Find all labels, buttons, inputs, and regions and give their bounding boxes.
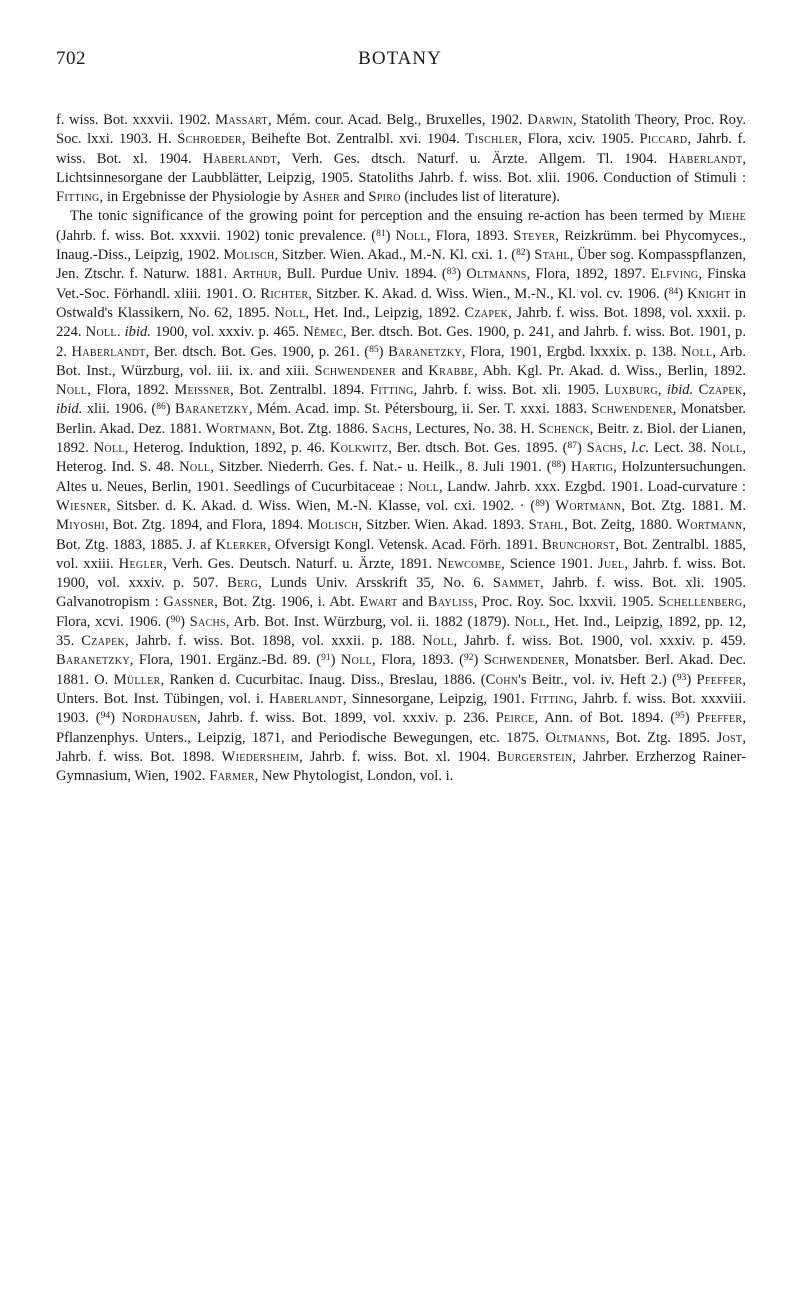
author-name: Schwendener — [483, 652, 566, 669]
author-name: Wortmann — [676, 517, 743, 534]
footnote-number: 88 — [551, 460, 562, 471]
author-name: Juel — [597, 555, 625, 572]
author-name: Czapek — [81, 633, 126, 650]
author-name: Noll — [422, 633, 454, 650]
italic-term: ibid. — [666, 382, 694, 399]
author-name: Baranetzky — [388, 343, 462, 360]
author-name: Haberlandt — [668, 150, 743, 167]
footnote-number: 81 — [376, 228, 386, 239]
footnote-number: 86 — [156, 402, 166, 413]
author-name: Czapek — [464, 304, 509, 321]
author-name: Noll — [93, 440, 125, 457]
author-name: Noll — [179, 459, 211, 476]
author-name: Oltmanns — [466, 266, 527, 283]
author-name: Peirce — [495, 710, 535, 727]
author-name: Cohn — [485, 671, 519, 688]
author-name: Wiedersheim — [221, 748, 300, 765]
author-name: Müller — [113, 671, 161, 688]
author-name: Miehe — [708, 208, 746, 225]
author-name: Pfeffer — [696, 671, 743, 688]
author-name: Spiro — [368, 189, 401, 206]
author-name: Arthur — [232, 266, 279, 283]
author-name: Nordhausen — [121, 710, 198, 727]
author-name: Piccard — [639, 131, 688, 148]
author-name: Schwendener — [591, 401, 673, 418]
author-name: Sammet — [492, 575, 541, 592]
author-name: Noll — [274, 304, 306, 321]
author-name: Stahl — [534, 247, 570, 264]
author-name: Haberlandt — [268, 690, 343, 707]
author-name: Asher — [302, 189, 340, 206]
author-name: Baranetzky — [174, 401, 249, 418]
italic-term: ibid. — [56, 401, 83, 418]
author-name: Schroeder — [177, 131, 242, 148]
author-name: Krabbe — [428, 362, 474, 379]
author-name: Kolkwitz — [329, 440, 389, 457]
page-number: 702 — [56, 48, 86, 69]
author-name: Bayliss — [427, 594, 474, 611]
author-name: Stahl — [528, 517, 565, 534]
author-name: Sachs — [371, 420, 409, 437]
author-name: Noll — [711, 440, 743, 457]
author-name: Baranetzky — [56, 652, 130, 669]
author-name: Knight — [687, 285, 731, 302]
author-name: Pfeffer — [696, 710, 743, 727]
footnote-number: 95 — [675, 711, 685, 722]
italic-term: ibid. — [124, 324, 151, 341]
author-name: Jost — [716, 729, 743, 746]
author-name: Noll — [407, 478, 439, 495]
author-name: Luxburg — [604, 382, 658, 399]
author-name: Haberlandt — [71, 343, 146, 360]
author-name: Richter — [260, 285, 309, 302]
author-name: Miyoshi — [56, 517, 105, 534]
footnote-number: 87 — [567, 441, 578, 452]
paragraph-tonic-significance: The tonic significance of the growing point for perception and the ensuing re-action has been termed by Miehe (Jahrb. f. wiss. Bot. xxxvii. 1902) tonic prevalence. ($^{81}$) Noll, Flora, 1893. Steyer, Reizkrümm. bei Phycomyces., Inaug.-Diss., Leipzig, 1902. Molisch, Sitzber. Wien. Akad., M.-N. Kl. cxi. 1. ($^{82}$) Stahl, Über sog. Kompasspflanzen, Jen. Ztschr. f. Naturw. 1881. Arthur, Bull. Purdue Univ. 1894. ($^{83}$) Oltmanns, Flora, 1892, 1897. Elfving, Finska Vet.-Soc. Förhandl. xliii. 1901. O. Richter, Sitzber. K. Akad. d. Wiss. Wien., M.-N., Kl. vol. cv. 1906. ($^{84}$) Knight in Ostwald's Klassikern, No. 62, 1895. Noll, Het. Ind., Leipzig, 1892. Czapek, Jahrb. f. wiss. Bot. 1898, vol. xxxii. p. 224. Noll. ibid. 1900, vol. xxxiv. p. 465. Němec, Ber. dtsch. Bot. Ges. 1900, p. 241, and Jahrb. f. wiss. Bot. 1901, p. 2. Haberlandt, Ber. dtsch. Bot. Ges. 1900, p. 261. ($^{85}$) Baranetzky, Flora, 1901, Ergbd. lxxxix. p. 138. Noll, Arb. Bot. Inst., Würzburg, vol. iii. ix. and xiii. Schwendener and Krabbe, Abh. Kgl. Pr. Akad. d. Wiss., Berlin, 1892. Noll, Flora, 1892. Meissner, Bot. Zentralbl. 1894. Fitting, Jahrb. f. wiss. Bot. xli. 1905. Luxburg, ibid. Czapek, ibid. xlii. 1906. ($^{86}$) Baranetzky, Mém. Acad. imp. St. Pétersbourg, ii. Ser. T. xxxi. 1883. Schwendener, Monatsber. Berlin. Akad. Dez. 1881. Wortmann, Bot. Ztg. 1886. Sachs, Lectures, No. 38. H. Schenck, Beitr. z. Biol. der Lianen, 1892. Noll, Heterog. Induktion, 1892, p. 46. Kolkwitz, Ber. dtsch. Bot. Ges. 1895. ($^{87}$) Sachs, l.c. Lect. 38. Noll, Heterog. Ind. S. 48. Noll, Sitzber. Niederrh. Ges. f. Nat.- u. Heilk., 8. Juli 1901. ($^{88}$) Hartig, Holzuntersuchungen. Altes u. Neues, Berlin, 1901. Seedlings of Cucurbitaceae : Noll, Landw. Jahrb. xxx. Ezgbd. 1901. Load-curvature : Wiesner, Sitsber. d. K. Akad. d. Wiss. Wien, M.-N. Klasse, vol. cxi. 1902. · ($^{89}$) Wortmann, Bot. Ztg. 1881. M. Miyoshi, Bot. Ztg. 1894, and Flora, 1894. Molisch, Sitzber. Wien. Akad. 1893. Stahl, Bot. Zeitg, 1880. Wortmann, Bot. Ztg. 1883, 1885. J. af Klerker, Ofversigt Kongl. Vetensk. Acad. Förh. 1891. Brunchorst, Bot. Zentralbl. 1885, vol. xxiii. Hegler, Verh. Ges. Deutsch. Naturf. u. Ärzte, 1891. Newcombe, Science 1901. Juel, Jahrb. f. wiss. Bot. 1900, vol. xxxiv. p. 507. Berg, Lunds Univ. Arsskrift 35, No. 6. Sammet, Jahrb. f. wiss. Bot. xli. 1905. Galvanotropism : Gassner, Bot. Ztg. 1906, i. Abt. Ewart and Bayliss, Proc. Roy. Soc. lxxvii. 1905. Schellenberg, Flora, xcvi. 1906. ($^{90}$) Sachs, Arb. Bot. Inst. Würzburg, vol. ii. 1882 (1879). Noll, Het. Ind., Leipzig, 1892, pp. 12, 35. Czapek, Jahrb. f. wiss. Bot. 1898, vol. xxxii. p. 188. Noll, Jahrb. f. wiss. Bot. 1900, vol. xxxiv. p. 459. Baranetzky, Flora, 1901. Ergänz.-Bd. 89. ($^{91}$) Noll, Flora, 1893. ($^{92}$) Schwendener, Monatsber. Berl. Akad. Dec. 1881. O. Müller, Ranken d. Cucurbitac. Inaug. Diss., Breslau, 1886. (Cohn's Beitr., vol. iv. Heft 2.) ($^{93}$) Pfeffer, Unters. Bot. Inst. Tübingen, vol. i. Haberlandt, Sinnesorgane, Leipzig, 1901. Fitting, Jahrb. f. wiss. Bot. xxxviii. 1903. ($^{94}$) Nordhausen, Jahrb. f. wiss. Bot. 1899, vol. xxxiv. p. 236. Peirce, Ann. of Bot. 1894. ($^{95}$) Pfeffer, Pflanzenphys. Unters., Leipzig, 1871, and Periodische Bewegungen, etc. 1875. Oltmanns, Bot. Ztg. 1895. Jost, Jahrb. f. wiss. Bot. 1898. Wiedersheim, Jahrb. f. wiss. Bot. xl. 1904. Burgerstein, Jahrber. Erzherzog Rainer-Gymnasium, Wien, 1902. Farmer, New Phytologist, London, vol. i. — [56, 208, 747, 785]
author-name: Němec — [303, 324, 344, 341]
author-name: Gassner — [163, 594, 215, 611]
footnote-number: 92 — [464, 653, 474, 664]
references-text — [56, 111, 746, 786]
italic-term: l.c. — [631, 440, 650, 457]
author-name: Oltmanns — [545, 729, 606, 746]
running-head: BOTANY — [358, 48, 442, 69]
footnote-number: 85 — [369, 344, 379, 355]
author-name: Steyer — [513, 227, 556, 244]
author-name: Wiesner — [56, 497, 107, 514]
author-name: Tischler — [465, 131, 519, 148]
author-name: Noll — [340, 652, 373, 669]
author-name: Fitting — [56, 189, 100, 206]
author-name: Noll — [85, 324, 117, 341]
footnote-number: 90 — [170, 614, 181, 625]
author-name: Wortmann — [555, 497, 622, 514]
author-name: Schwendener — [314, 362, 396, 379]
author-name: Farmer — [209, 768, 255, 785]
author-name: Schenck — [538, 420, 590, 437]
author-name: Schellenberg — [658, 594, 743, 611]
author-name: Czapek — [698, 382, 743, 399]
author-name: Hartig — [570, 459, 614, 476]
footnote-number: 94 — [100, 711, 111, 722]
author-name: Sachs — [586, 440, 623, 457]
footnote-number: 82 — [516, 248, 526, 259]
author-name: Brunchorst — [542, 536, 616, 553]
author-name: Haberlandt — [202, 150, 277, 167]
footnote-number: 93 — [676, 672, 687, 683]
author-name: Darwin — [527, 112, 573, 128]
author-name: Noll — [514, 613, 546, 630]
author-name: Meissner — [174, 382, 231, 399]
paragraph-continued: f. wiss. Bot. xxxvii. 1902. Massart, Mém. cour. Acad. Belg., Bruxelles, 1902. Darwin, Statolith Theory, Proc. Roy. Soc. lxxi. 1903. H. Schroeder, Beihefte Bot. Zentralbl. xvi. 1904. Tischler, Flora, xciv. 1905. Piccard, Jahrb. f. wiss. Bot. xl. 1904. Haberlandt, Verh. Ges. dtsch. Naturf. u. Ärzte. Allgem. Tl. 1904. Haberlandt, Lichtsinnesorgane der Laubblätter, Leipzig, 1905. Statoliths Jahrb. f. wiss. Bot. xlii. 1906. Conduction of Stimuli : Fitting, in Ergebnisse der Physiologie by Asher and Spiro (includes list of literature). — [56, 112, 747, 206]
author-name: Newcombe — [437, 555, 502, 572]
author-name: Elfving — [650, 266, 699, 283]
author-name: Fitting — [369, 382, 414, 399]
author-name: Noll — [395, 227, 427, 244]
author-name: Berg — [227, 575, 259, 592]
author-name: Ewart — [359, 594, 398, 611]
footnote-number: 91 — [321, 653, 331, 664]
author-name: Noll — [681, 343, 713, 360]
author-name: Massart — [215, 112, 268, 128]
author-name: Klerker — [215, 536, 268, 553]
author-name: Sachs — [189, 613, 226, 630]
footnote-number: 84 — [668, 286, 679, 297]
footnote-number: 89 — [535, 498, 545, 509]
author-name: Molisch — [223, 247, 275, 264]
author-name: Burgerstein — [497, 748, 573, 765]
footnote-number: 83 — [446, 267, 457, 278]
author-name: Noll — [56, 382, 88, 399]
author-name: Hegler — [118, 555, 164, 572]
author-name: Wortmann — [205, 420, 272, 437]
author-name: Molisch — [307, 517, 359, 534]
author-name: Fitting — [530, 690, 574, 707]
